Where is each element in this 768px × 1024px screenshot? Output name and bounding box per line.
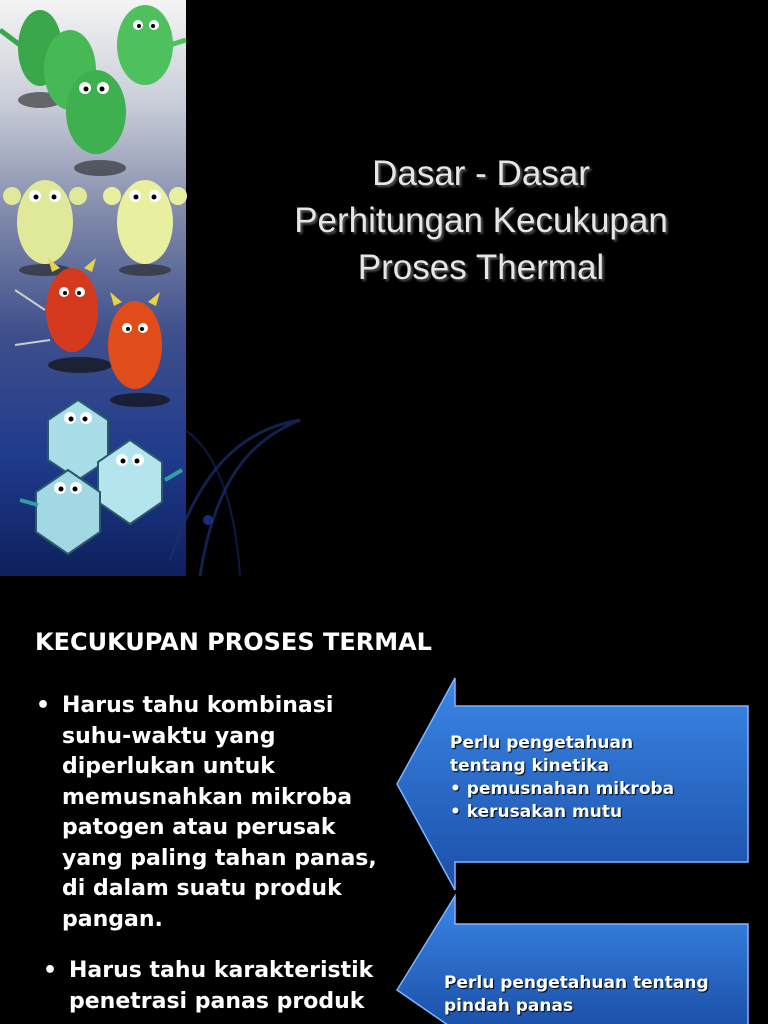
title-line: Perhitungan Kecukupan	[294, 201, 668, 240]
callout-line: tentang kinetika	[450, 756, 610, 776]
callout-line: Perlu pengetahuan	[450, 733, 634, 753]
callout-line: • pemusnahan mikroba	[450, 779, 675, 799]
microbe-illustration	[0, 0, 190, 576]
callout-line: Perlu pengetahuan tentang	[444, 973, 709, 993]
callout-line: pindah panas	[444, 996, 574, 1016]
green-microbe-group	[0, 5, 186, 176]
title-line: Dasar - Dasar	[372, 154, 590, 193]
callout-line: • kerusakan mutu	[450, 802, 623, 822]
title-line: Proses Thermal	[357, 248, 605, 287]
bullet-text-line: memusnahkan mikroba	[62, 784, 353, 810]
bullet-text-line: penetrasi panas produk	[69, 988, 365, 1014]
bullet-text-line: pangan.	[62, 906, 163, 932]
bullet-dot: •	[36, 693, 51, 718]
slide-title	[226, 150, 736, 291]
bullet-text-line: Harus tahu karakteristik	[69, 958, 374, 983]
yellow-microbe-group	[3, 180, 187, 276]
bullet-text-line: di dalam suatu produk	[62, 876, 342, 901]
content-slide	[0, 590, 768, 1024]
bullet-text-line: suhu-waktu yang	[62, 723, 276, 749]
red-microbe-group	[15, 258, 170, 407]
slide-heading: KECUKUPAN PROSES TERMAL	[35, 628, 432, 656]
bullet-dot: •	[43, 958, 58, 983]
callout-text	[450, 732, 674, 824]
callout-text	[444, 972, 709, 1018]
bullet-text-line: yang paling tahan panas,	[62, 845, 377, 871]
slide-separator	[0, 576, 768, 590]
bullet-text-line: diperlukan untuk	[62, 754, 275, 779]
bullet-text-line: patogen atau perusak	[62, 815, 336, 840]
bullet-text-line: Harus tahu kombinasi	[62, 693, 334, 718]
blue-microbe-group	[20, 400, 182, 554]
